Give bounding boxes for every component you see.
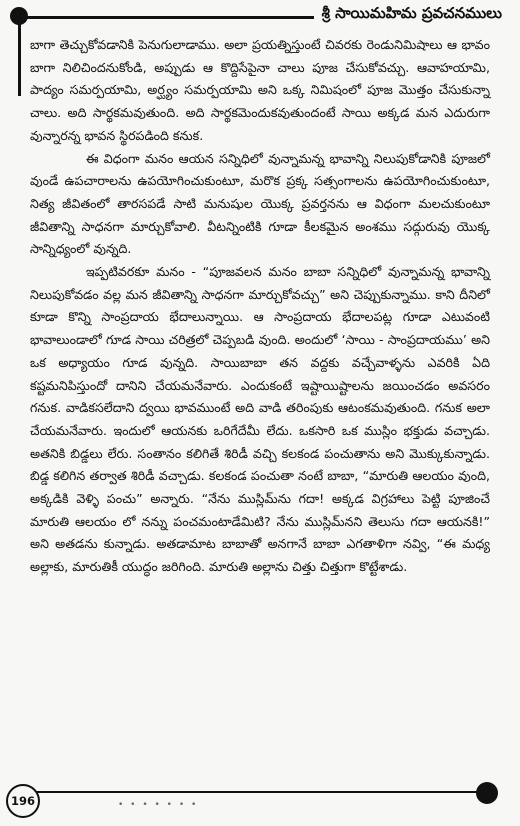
header-side-rule bbox=[18, 16, 21, 96]
paragraph: ఇప్పటివరకూ మనం - “పూజవలన మనం బాబా సన్నిధిలో వున్నామన్న భావాన్ని నిలుపుకోవడం వల్ల మన జీవితాన్ని సాధనగా మార్చుకోవచ్చు” అని చెప్పుకున్నాము. కాని దీనిలో కూడా కొన్ని సాంప్రదాయ భేదాలున్నాయి. ఆ సాంప్రదాయ భేదాలపట్ల గూడా ఎటువంటి భావాలుండాలో గూడ సాయి చరిత్రలో చెప్పబడి వుంది. అందులో ‘సాయి - సాంప్రదాయము’ అని ఒక అధ్యాయం గూడ వున్నది. సాయిబాబా తన వద్దకు వచ్చేవాళ్ళను ఎవరికి ఏది కష్టమనిపిస్తుందో దానిని చేయమనేవారు. ఎందుకంటే ఇష్టాయిష్టాలను జయించడం అవసరం గనుక. వాడికసలేదాని ద్వయి భావముంటే అది వాడి తరింపుకు ఆటంకమవుతుంది. గనుక అలా చేయమనేవారు. ఇందులో ఆయనకు ఒరిగేదేమీ లేదు. ఒకసారి ఒక ముస్లిం భక్తుడు వచ్చాడు. అతనికి బిడ్డలు లేరు. సంతానం కలిగితే శిరిడీ వచ్చి కలకండ పంచుతాను అని మొక్కుకున్నాడు. బిడ్డ కలిగిన తర్వాత శిరిడీ వచ్చాడు. కలకండ పంచుతా నంటే బాబా, “మారుతి ఆలయం వుంది, అక్కడికి వెళ్ళి పంచు” అన్నారు. “నేను ముస్లిమ్‌ను గదా! అక్కడ విగ్రహాలు పెట్టి పూజించే మారుతి ఆలయం లో నన్ను పంచమంటాడేమిటి? నేను ముస్లిమ్‌నని తెలుసు గదా ఆయనకి!” అని అతడను కున్నాడు. అతడామాట బాబాతో అనగానే బాబా ఎగతాళిగా నవ్వి, “ఈ మధ్య అల్లాకు, మారుతికీ యుద్ధం జరిగింది. మారుతి అల్లాను చిత్తు చిత్తుగా కొట్టేశాడు. bbox=[30, 264, 490, 575]
paragraph: బాగా తెచ్చుకోవడానికి పెనుగులాడాము. అలా ప్రయత్నిస్తుంటే చివరకు రెండునిమిషాలు ఆ భావం బాగా నిలిచిందనుకోండి, అప్పుడు ఆ కొద్దిసేపైనా చాలు పూజ చేసుకోవచ్చు. ఆవాహయామి, పాద్యం సమర్పయామి, అర్ఘ్యం సమర్పయామి అని ఒక్క నిమిషంలో పూజ మొత్తం చేసుకున్నా చాలు. అది సార్థకమవుతుంది. అది సార్థకమెందుకవుతుందంటే సాయి అక్కడ మన ఎదురుగా వున్నారన్న భావన స్థిరపడింది కనుక. bbox=[30, 37, 490, 143]
corner-dot-ornament bbox=[476, 782, 498, 804]
page-body bbox=[30, 34, 490, 579]
paragraph: ఈ విధంగా మనం ఆయన సన్నిధిలో వున్నామన్న భావాన్ని నిలుపుకోడానికి పూజలో వుండే ఉపచారాలను ఉపయోగించుకుంటూ, మరొక ప్రక్క సత్సంగాలను ఉపయోగించుకుంటూ, నిత్య జీవితంలో తారసపడే సాటి మనుషుల యొక్క ప్రవర్తనను ఆ విధంగా మలచుకుంటూ జీవితాన్ని సాధనగా మార్చుకోవాలి. వీటన్నింటికి గూడా కీలకమైన అంశము సద్గురువు యొక్క సాన్నిధ్యంలో వున్నది. bbox=[30, 150, 490, 257]
footer-rule bbox=[20, 791, 482, 793]
page-number: 196 bbox=[6, 784, 40, 818]
running-header-title: శ్రీ సాయిమహిమ ప్రవచనములు bbox=[314, 2, 508, 24]
footer-dots: • • • • • • • bbox=[118, 800, 199, 810]
